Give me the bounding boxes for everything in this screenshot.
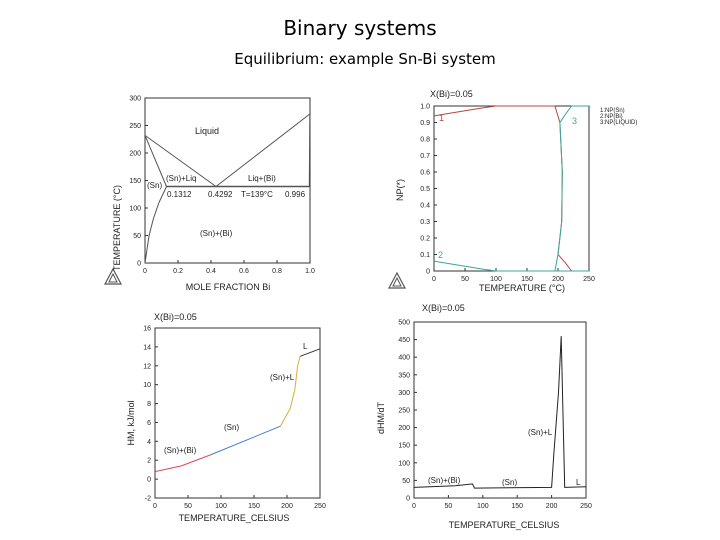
phase-xlabel: MOLE FRACTION Bi <box>185 282 271 292</box>
np-legend-2: 2:NP(Bi) <box>600 114 623 120</box>
phase-fraction-chart <box>392 88 652 298</box>
phase-diagram-panel <box>100 88 340 298</box>
x-tick-label: 0.4 <box>206 268 216 275</box>
cp-label-sn: (Sn) <box>502 478 518 487</box>
y-tick-label: 50 <box>133 233 141 240</box>
x-tick-label: 0.6 <box>239 268 249 275</box>
y-tick-label: 300 <box>398 389 410 397</box>
x-tick-label: 150 <box>521 276 533 283</box>
y-tick-label: 0 <box>147 476 151 484</box>
x-tick-label: 50 <box>184 503 192 510</box>
y-tick-label: 150 <box>129 178 141 185</box>
hm-label-sn-l: (Sn)+L <box>270 373 295 382</box>
x-tick-label: 0 <box>432 276 436 283</box>
y-tick-label: 50 <box>402 477 410 485</box>
phase-label-liquid: Liquid <box>195 126 220 136</box>
cp-label-sn-bi: (Sn)+(Bi) <box>428 476 461 485</box>
x-tick-label: 100 <box>215 503 227 510</box>
np-title: X(Bi)=0.05 <box>430 89 473 99</box>
phase-ylabel: TEMPERATURE (°C) <box>112 185 122 271</box>
y-tick-label: 8 <box>147 401 151 409</box>
x-tick-label: 0.2 <box>173 268 183 275</box>
np-curve-label-1: 1 <box>439 113 445 123</box>
x-tick-label: 200 <box>545 503 558 510</box>
phase-fraction-axes <box>420 104 595 284</box>
np-legend-1: 1:NP(Sn) <box>600 108 625 114</box>
y-tick-label: 0 <box>137 260 141 268</box>
cp-ylabel: dHM/dT <box>376 401 386 435</box>
y-tick-label: 0.1 <box>420 252 430 259</box>
y-tick-label: 250 <box>398 407 410 415</box>
software-logo-icon <box>388 272 406 290</box>
x-tick-label: 1.0 <box>305 268 315 275</box>
plot-frame <box>434 106 589 271</box>
plot-frame <box>155 328 320 498</box>
series-line <box>280 356 300 426</box>
x-tick-label: 150 <box>248 503 260 510</box>
y-tick-label: -2 <box>144 495 151 503</box>
phase-label-x2: 0.4292 <box>208 190 233 199</box>
y-tick-label: 350 <box>398 372 410 380</box>
x-tick-label: 250 <box>314 503 326 510</box>
software-logo-icon <box>104 268 122 286</box>
x-tick-label: 250 <box>580 503 592 510</box>
series-line <box>309 114 310 187</box>
x-tick-label: 0 <box>412 503 416 510</box>
y-tick-label: 450 <box>398 337 410 345</box>
hm-ylabel: HM, kJ/mol <box>126 400 136 446</box>
enthalpy-axes <box>143 326 326 511</box>
phase-label-x1: 0.1312 <box>167 190 192 199</box>
hm-xlabel: TEMPERATURE_CELSIUS <box>178 513 290 523</box>
phase-label-sn: (Sn) <box>147 181 163 190</box>
page-title: Binary systems <box>283 16 437 40</box>
phase-label-liq-bi: Liq+(Bi) <box>248 174 276 183</box>
hm-title: X(Bi)=0.05 <box>154 312 197 322</box>
np-curve-label-3: 3 <box>572 116 578 126</box>
np-xlabel: TEMPERATURE (°C) <box>479 283 565 293</box>
hm-label-l: L <box>303 342 308 351</box>
y-tick-label: 2 <box>147 457 151 465</box>
cp-label-sn-l: (Sn)+L <box>528 428 553 437</box>
y-tick-label: 500 <box>398 319 410 327</box>
y-tick-label: 0.6 <box>420 169 430 177</box>
enthalpy-chart <box>118 308 338 528</box>
y-tick-label: 100 <box>129 205 141 213</box>
hm-label-sn-bi: (Sn)+(Bi) <box>164 446 197 455</box>
y-tick-label: 1.0 <box>420 103 430 111</box>
x-tick-label: 100 <box>490 276 502 283</box>
x-tick-label: 250 <box>583 276 595 283</box>
y-tick-label: 0.7 <box>420 153 430 160</box>
np-legend-3: 3:NP(LIQUID) <box>600 120 638 126</box>
x-tick-label: 0.8 <box>272 268 282 275</box>
series-line <box>155 455 211 472</box>
x-tick-label: 200 <box>281 503 293 510</box>
x-tick-label: 0 <box>143 268 147 275</box>
phase-label-sn-liq: (Sn)+Liq <box>166 174 197 183</box>
y-tick-label: 250 <box>129 123 141 130</box>
y-tick-label: 4 <box>147 438 151 446</box>
y-tick-label: 300 <box>129 95 141 103</box>
hm-label-sn: (Sn) <box>224 423 240 432</box>
x-tick-label: 50 <box>444 503 453 510</box>
series-line <box>414 336 586 488</box>
y-tick-label: 200 <box>398 425 410 433</box>
heat-capacity-chart <box>376 298 626 534</box>
y-tick-label: 100 <box>398 460 410 468</box>
series-line <box>434 106 589 271</box>
np-curve-label-2: 2 <box>438 250 444 260</box>
phase-label-temp: T=139°C <box>241 190 273 199</box>
y-tick-label: 0 <box>406 495 410 503</box>
y-tick-label: 12 <box>143 363 151 371</box>
np-ylabel: NP(*) <box>395 179 405 201</box>
enthalpy-panel <box>118 308 338 528</box>
y-tick-label: 0.3 <box>420 219 430 226</box>
y-tick-label: 0.8 <box>420 136 430 144</box>
y-tick-label: 400 <box>398 354 410 362</box>
phase-label-sn-bi: (Sn)+(Bi) <box>200 229 233 238</box>
phase-diagram-chart <box>100 88 340 298</box>
y-tick-label: 16 <box>143 325 151 333</box>
x-tick-label: 0 <box>153 503 157 510</box>
cp-label-l: L <box>576 478 581 487</box>
x-tick-label: 200 <box>552 276 564 283</box>
cp-xlabel: TEMPERATURE_CELSIUS <box>448 520 560 530</box>
phase-label-x3: 0.996 <box>285 190 306 199</box>
series-line <box>211 426 280 454</box>
y-tick-label: 0.4 <box>420 202 430 210</box>
x-tick-label: 150 <box>511 503 524 510</box>
y-tick-label: 6 <box>147 419 151 427</box>
y-tick-label: 0.2 <box>420 235 430 243</box>
series-line <box>555 106 589 271</box>
y-tick-label: 14 <box>143 344 151 352</box>
series-line <box>145 187 167 264</box>
y-tick-label: 0.9 <box>420 120 430 127</box>
x-tick-label: 100 <box>476 503 489 510</box>
y-tick-label: 0 <box>426 268 430 276</box>
cp-title: X(Bi)=0.05 <box>422 303 465 313</box>
phase-fraction-panel <box>392 88 652 298</box>
page-subtitle: Equilibrium: example Sn-Bi system <box>234 50 496 68</box>
x-tick-label: 50 <box>461 276 469 283</box>
y-tick-label: 0.5 <box>420 186 430 193</box>
y-tick-label: 200 <box>129 150 141 158</box>
y-tick-label: 10 <box>143 382 151 390</box>
heat-capacity-panel <box>376 298 626 534</box>
y-tick-label: 150 <box>398 442 410 450</box>
